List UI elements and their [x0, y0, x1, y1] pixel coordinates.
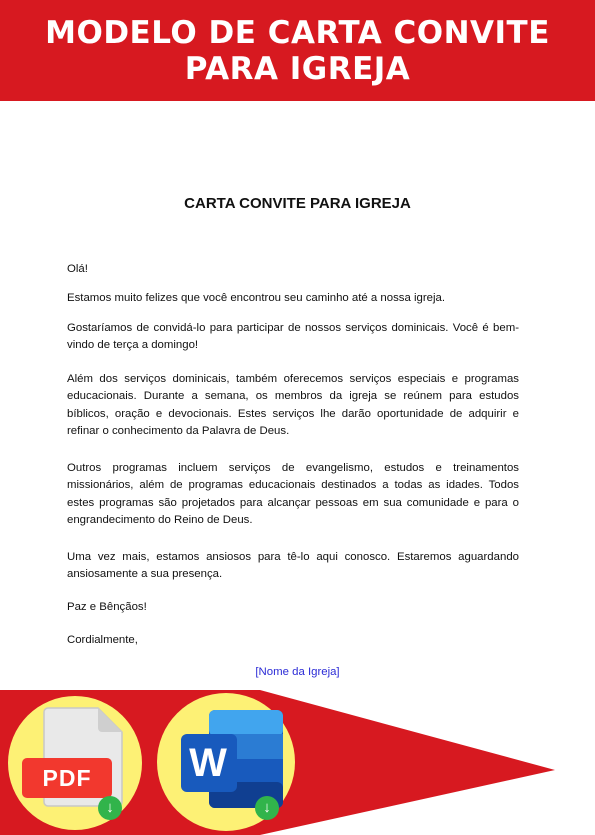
- download-arrow-icon[interactable]: ↓: [255, 796, 279, 820]
- paragraph: Gostaríamos de convidá-lo para participar de nossos serviços dominicais. Você é bem-vindo de terça a domingo!: [67, 322, 519, 352]
- closing-blessing: [67, 599, 519, 616]
- letter-document: [0, 101, 595, 701]
- word-letter[interactable]: W: [189, 741, 227, 785]
- paragraph-block: [67, 320, 519, 355]
- paragraph: Paz e Bênçãos!: [67, 601, 147, 613]
- pdf-label[interactable]: PDF: [22, 758, 112, 798]
- paragraph-block: [67, 460, 519, 530]
- download-arrow-icon[interactable]: ↓: [98, 796, 122, 820]
- paragraph: Outros programas incluem serviços de evangelismo, estudos e treinamentos missionários, além de programas educacionais destinados a todas as idades. Todos estes programas são projetados para alcançar pessoas em sua comunidade e para o engrandecimento do Reino de Deus.: [67, 462, 519, 527]
- banner-title: MODELO DE CARTA CONVITE PARA IGREJA: [45, 14, 550, 87]
- letter-title: CARTA CONVITE PARA IGREJA: [184, 195, 411, 212]
- paragraph-block: [67, 290, 519, 307]
- header-banner: [0, 0, 595, 101]
- closing-salutation: [67, 632, 519, 649]
- church-name-placeholder: [Nome da Igreja]: [255, 666, 340, 678]
- paragraph-block: [67, 371, 519, 441]
- paragraph-block: [67, 549, 519, 584]
- paragraph: Uma vez mais, estamos ansiosos para tê-lo aqui conosco. Estaremos aguardando ansiosamente a sua presença.: [67, 551, 519, 581]
- greeting: [67, 261, 519, 278]
- paragraph: Cordialmente,: [67, 634, 138, 646]
- paragraph: Olá!: [67, 263, 88, 275]
- paragraph: Estamos muito felizes que você encontrou seu caminho até a nossa igreja.: [67, 292, 445, 304]
- paragraph: Além dos serviços dominicais, também oferecemos serviços especiais e programas educacionais. Durante a semana, os membros da igreja se reúnem para estudos bíblicos, oração e devocionais. Estes serviços lhe darão oportunidade de adquirir e refinar o conhecimento da Palavra de Deus.: [67, 373, 519, 438]
